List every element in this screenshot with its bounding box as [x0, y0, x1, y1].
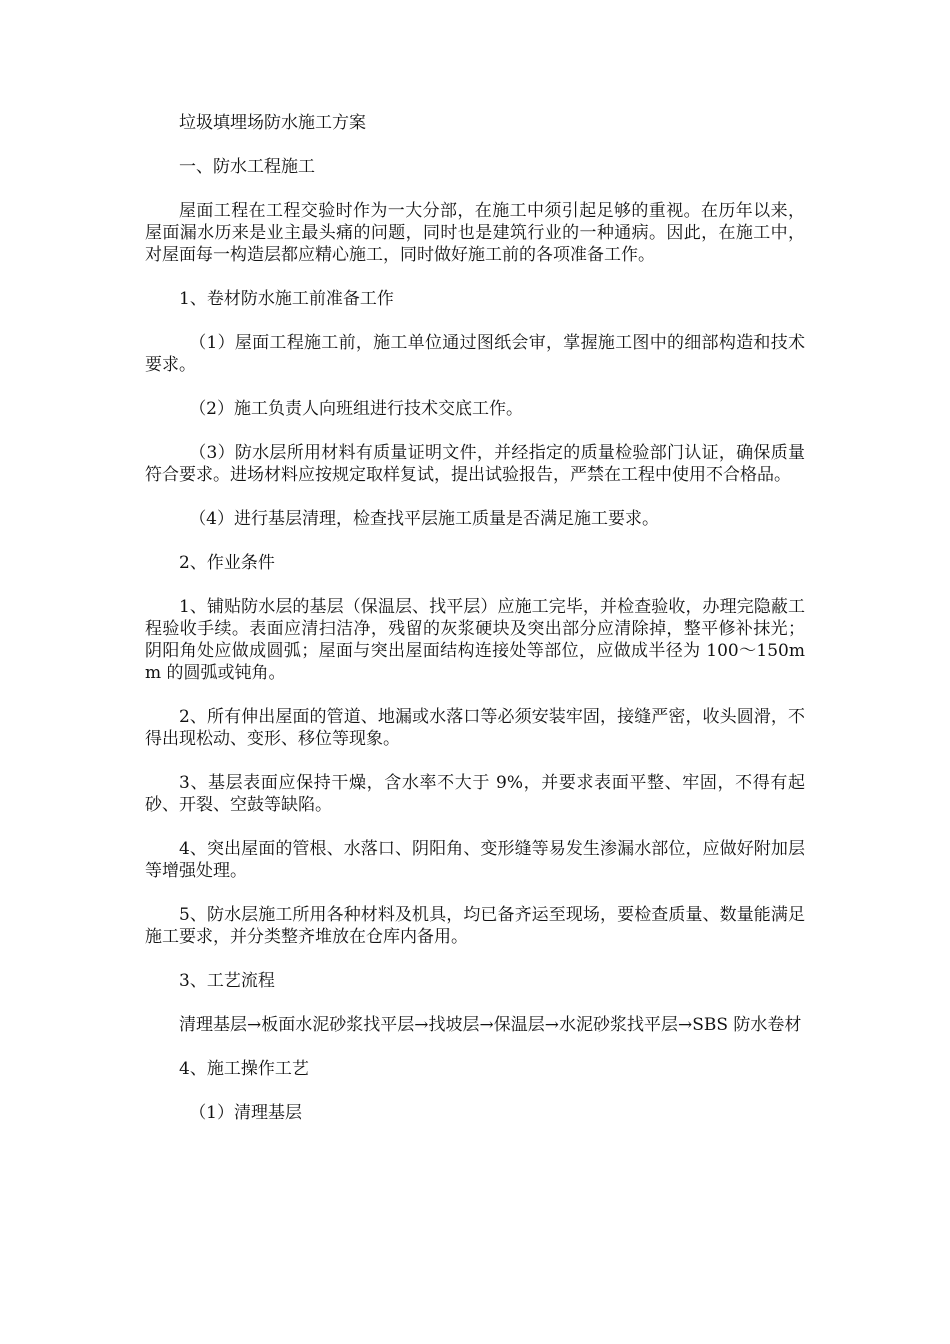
body-paragraph: 屋面工程在工程交验时作为一大分部，在施工中须引起足够的重视。在历年以来，屋面漏水历来是业主最头痛的问题，同时也是建筑行业的一种通病。因此，在施工中，对屋面每一构造层都应精心施工，同时做好施工前的各项准备工作。 — [145, 201, 805, 265]
document-body — [145, 112, 805, 1146]
process-flow: 清理基层→板面水泥砂浆找平层→找坡层→保温层→水泥砂浆找平层→SBS 防水卷材 — [179, 1015, 802, 1035]
list-item: （2）施工负责人向班组进行技术交底工作。 — [189, 399, 524, 419]
list-item: 3、基层表面应保持干燥，含水率不大于 9%，并要求表面平整、牢固，不得有起砂、开裂、空鼓等缺陷。 — [145, 773, 805, 815]
section-heading: 一、防水工程施工 — [179, 157, 315, 177]
list-item: 2、所有伸出屋面的管道、地漏或水落口等必须安装牢固，接缝严密，收头圆滑，不得出现松动、变形、移位等现象。 — [145, 707, 805, 749]
subsection-heading: 3、工艺流程 — [179, 971, 275, 991]
list-item: 1、铺贴防水层的基层（保温层、找平层）应施工完毕，并检查验收，办理完隐蔽工程验收手续。表面应清扫洁净，残留的灰浆硬块及突出部分应清除掉，整平修补抹光；阴阳角处应做成圆弧；屋面与突出屋面结构连接处等部位，应做成半径为 100～150mm 的圆弧或钝角。 — [145, 597, 805, 683]
list-item: （3）防水层所用材料有质量证明文件，并经指定的质量检验部门认证，确保质量符合要求。进场材料应按规定取样复试，提出试验报告，严禁在工程中使用不合格品。 — [145, 443, 805, 485]
list-item: （1）屋面工程施工前，施工单位通过图纸会审，掌握施工图中的细部构造和技术要求。 — [145, 333, 805, 375]
list-item: 5、防水层施工所用各种材料及机具，均已备齐运至现场，要检查质量、数量能满足施工要求，并分类整齐堆放在仓库内备用。 — [145, 905, 805, 947]
subsection-heading: 2、作业条件 — [179, 553, 275, 573]
list-item: （4）进行基层清理，检查找平层施工质量是否满足施工要求。 — [189, 509, 660, 529]
list-item: 4、突出屋面的管根、水落口、阴阳角、变形缝等易发生渗漏水部位，应做好附加层等增强处理。 — [145, 839, 805, 881]
list-item: （1）清理基层 — [189, 1103, 303, 1123]
subsection-heading: 1、卷材防水施工前准备工作 — [179, 289, 394, 309]
document-title: 垃圾填埋场防水施工方案 — [179, 113, 366, 133]
subsection-heading: 4、施工操作工艺 — [179, 1059, 309, 1079]
